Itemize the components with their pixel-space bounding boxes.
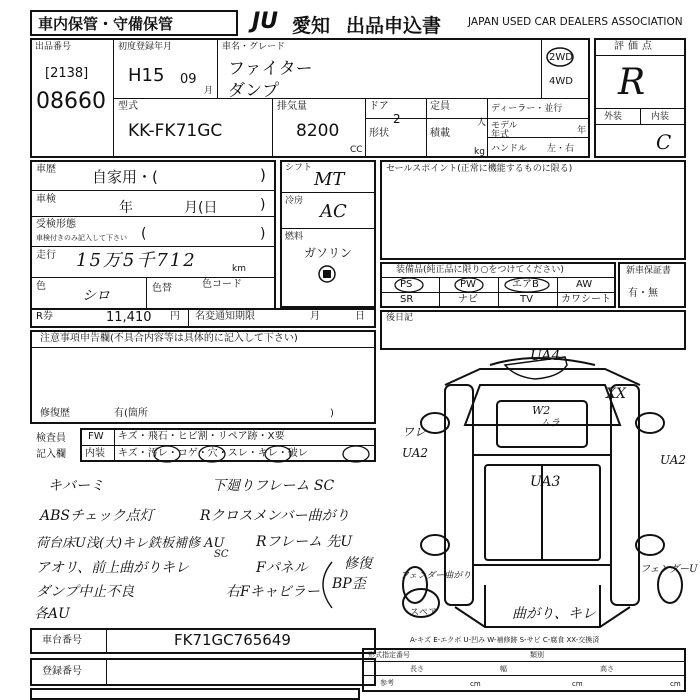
note-13: 各AU bbox=[34, 606, 70, 622]
cert-ref-label: 参考 bbox=[380, 679, 394, 687]
model-name-label: 車名・グレード bbox=[222, 42, 286, 52]
equip-aw: AW bbox=[576, 279, 593, 290]
interior-circles bbox=[150, 445, 380, 463]
color-code-label: 色コード bbox=[202, 279, 242, 290]
dealer-model-label: モデル bbox=[491, 121, 518, 131]
association-name: JAPAN USED CAR DEALERS ASSOCIATION bbox=[468, 16, 683, 28]
model-name-line1: ファイター bbox=[228, 59, 313, 79]
capacity-label: 定員 bbox=[430, 101, 450, 112]
registration-year: H15 bbox=[128, 65, 165, 86]
interior-row-text: キズ・汚レ・コゲ・穴・スレ・キレ・破レ bbox=[118, 448, 308, 459]
fuel-pump-icon bbox=[315, 262, 339, 286]
equip-circles bbox=[392, 277, 532, 293]
shift-label: シフト bbox=[285, 163, 313, 173]
note-6: Rフレーム 先U bbox=[256, 534, 353, 550]
displacement-value: 8200 bbox=[296, 121, 340, 141]
diagram-note-fender-left: フェンダー曲がり bbox=[400, 571, 472, 581]
repair-value: 有(箇所 bbox=[114, 408, 148, 419]
inspector-label-2: 記入欄 bbox=[36, 449, 66, 460]
history-label: 車歴 bbox=[36, 164, 56, 175]
score-value: R bbox=[618, 62, 646, 103]
doors-label: ドア bbox=[369, 101, 389, 112]
note-9: 修復 bbox=[344, 556, 372, 572]
diagram-spare-label: スペア bbox=[410, 608, 438, 618]
fuel-label: 燃料 bbox=[285, 232, 304, 242]
note-12: BP歪 bbox=[332, 576, 366, 592]
top-left-label: 車内保管・守備保管 bbox=[38, 15, 174, 33]
inspection-close: ) bbox=[260, 197, 266, 213]
remarks-label: 後日記 bbox=[386, 313, 414, 323]
history-close: ) bbox=[260, 166, 266, 184]
interior-score: C bbox=[656, 130, 672, 154]
doors-value: 2 bbox=[393, 112, 401, 126]
cert-spec-label: 形式指定番号 bbox=[368, 651, 410, 659]
diagram-note-fender-right: フェンダーU bbox=[640, 564, 698, 575]
note-7: アオリ、前上曲がりキレ bbox=[36, 560, 190, 576]
diagram-note-xx: XX bbox=[606, 386, 626, 402]
cooler-label: 冷房 bbox=[285, 196, 304, 206]
inspection-month: 月(日 bbox=[184, 200, 218, 216]
equip-seat: カワシート bbox=[561, 294, 611, 305]
diagram-note-w2: W2 bbox=[532, 404, 551, 417]
lot-number: 08660 bbox=[36, 89, 106, 114]
sales-point-frame bbox=[380, 160, 686, 260]
score-label: 評価点 bbox=[614, 41, 656, 52]
interior-row-label: 内装 bbox=[85, 448, 105, 459]
vehicle-diagram bbox=[385, 345, 685, 635]
repair-close: ) bbox=[330, 408, 334, 419]
dealer-year-unit: 年 bbox=[577, 126, 587, 136]
diagram-note-left: ワレ bbox=[402, 425, 427, 439]
capacity-unit: 人 bbox=[477, 118, 487, 128]
model-code-label: 型式 bbox=[118, 101, 138, 112]
diagram-note-ua2-left: UA2 bbox=[402, 446, 429, 460]
notice-label: 名変通知期限 bbox=[195, 311, 255, 322]
repair-label: 修復歴 bbox=[40, 408, 70, 419]
model-name-line2: ダンプ bbox=[228, 81, 280, 101]
fuel-value: ガソリン bbox=[304, 246, 353, 260]
exterior-label: 外装 bbox=[604, 112, 623, 122]
shape-label: 形状 bbox=[369, 128, 389, 139]
dealer-year-label: 年式 bbox=[491, 130, 510, 140]
cert-length-label: 長さ bbox=[410, 665, 424, 673]
drive-2wd-circle bbox=[545, 46, 575, 68]
diagram-note-ua3: UA3 bbox=[530, 474, 561, 490]
ledger-frame bbox=[30, 688, 360, 700]
handle-value: 左・右 bbox=[547, 144, 575, 154]
lot-label: 出品番号 bbox=[35, 42, 72, 52]
warranty-value: 有・無 bbox=[628, 288, 658, 299]
registration-label: 初度登録年月 bbox=[118, 42, 173, 52]
mileage-value: 15万5千712 bbox=[76, 250, 197, 271]
recycle-label: R券 bbox=[36, 311, 53, 322]
displacement-unit: CC bbox=[350, 145, 363, 155]
note-11: 右Fキャビラー bbox=[226, 584, 320, 600]
drive-2wd: 2WD bbox=[549, 52, 573, 63]
fw-text: キズ・飛石・ヒビ割・リペア跡・X要 bbox=[118, 431, 285, 442]
equip-pw: PW bbox=[460, 279, 476, 290]
cooler-value: AC bbox=[320, 201, 347, 222]
displacement-label: 排気量 bbox=[277, 101, 307, 112]
note-4: Rクロスメンバー曲がり bbox=[200, 508, 350, 524]
dealer-row1: ディーラー・並行 bbox=[491, 104, 563, 114]
note-5: 荷台床U浅(大)キレ鉄板補修 AU bbox=[36, 536, 225, 551]
logo-text: 愛知 bbox=[292, 15, 331, 37]
equip-sr: SR bbox=[400, 294, 414, 305]
notice-day: 日 bbox=[355, 311, 365, 322]
acceptance-close: ) bbox=[260, 226, 266, 242]
note-10: ダンプ中止不良 bbox=[36, 584, 135, 600]
fw-label: FW bbox=[88, 431, 104, 442]
color-value: シロ bbox=[82, 288, 110, 304]
note-1: キバーミ bbox=[48, 478, 104, 494]
inspection-year: 年 bbox=[119, 200, 133, 216]
sales-point-label: セールスポイント(正常に機能するものに限る) bbox=[386, 164, 573, 174]
diagram-note-top: UA4 bbox=[530, 348, 561, 364]
recycle-unit: 円 bbox=[170, 311, 180, 322]
color-label: 色 bbox=[36, 281, 46, 292]
note-8: Fパネル bbox=[256, 560, 308, 576]
note-2: 下廻りフレーム SC bbox=[212, 478, 335, 494]
lot-code: [2138] bbox=[45, 66, 89, 81]
shift-value: MT bbox=[314, 169, 345, 190]
recycle-value: 11,410 bbox=[106, 310, 152, 325]
equip-ps: PS bbox=[400, 279, 413, 290]
equip-airbag: エアB bbox=[512, 279, 539, 290]
logo-mark: JU bbox=[252, 9, 279, 34]
cert-class-label: 類別 bbox=[530, 651, 544, 659]
cert-unit-1: cm bbox=[470, 680, 481, 688]
notice-month: 月 bbox=[310, 311, 320, 322]
model-code: KK-FK71GC bbox=[128, 121, 223, 141]
note-bracket bbox=[308, 560, 338, 610]
equipment-label: 装備品(純正品に限り○をつけてください) bbox=[396, 265, 564, 275]
diagram-note-bottom: 曲がり、キレ bbox=[512, 606, 596, 622]
note-3: ABSチェック点灯 bbox=[40, 508, 154, 524]
acceptance-label: 受検形態 bbox=[36, 219, 76, 230]
equip-tv: TV bbox=[520, 294, 533, 305]
diagram-note-sc: SC bbox=[214, 549, 229, 560]
cert-width-label: 幅 bbox=[500, 665, 507, 673]
acceptance-note: 車検付きのみ記入して下さい bbox=[36, 234, 127, 242]
mileage-label: 走行 bbox=[36, 250, 56, 261]
load-unit: kg bbox=[474, 147, 485, 157]
diagram-note-w2b: ムラ bbox=[540, 418, 560, 429]
chassis-label: 車台番号 bbox=[42, 635, 82, 646]
interior-label: 内装 bbox=[651, 112, 670, 122]
history-value: 自家用・( bbox=[92, 168, 158, 186]
warranty-label: 新車保証書 bbox=[626, 266, 672, 276]
handle-label: ハンドル bbox=[491, 144, 528, 154]
mileage-unit: km bbox=[232, 264, 246, 274]
load-label: 積載 bbox=[430, 128, 450, 139]
drive-4wd: 4WD bbox=[549, 76, 573, 87]
diagram-note-ua2-right: UA2 bbox=[660, 453, 687, 467]
caution-label: 注意事項申告欄(不具合内容等は具体的に記入して下さい) bbox=[40, 333, 298, 344]
cert-unit-3: cm bbox=[670, 680, 681, 688]
inspector-label-1: 検査員 bbox=[36, 433, 66, 444]
color-change-label: 色替 bbox=[152, 283, 172, 294]
cert-unit-2: cm bbox=[572, 680, 583, 688]
registration-month: 09 bbox=[180, 72, 197, 87]
inspection-label: 車検 bbox=[36, 194, 56, 205]
register-label: 登録番号 bbox=[42, 666, 82, 677]
acceptance-open: ( bbox=[141, 226, 147, 242]
equip-navi: ナビ bbox=[458, 294, 478, 305]
remarks-frame bbox=[380, 310, 686, 350]
doc-title: 出品申込書 bbox=[346, 15, 442, 37]
cert-height-label: 高さ bbox=[600, 665, 614, 673]
damage-legend: A-キズ E-エクボ U-凹み W-補修跡 S-サビ C-腐食 XX-交換済 bbox=[410, 636, 600, 644]
registration-month-unit: 月 bbox=[204, 86, 214, 96]
chassis-number: FK71GC765649 bbox=[174, 631, 291, 649]
